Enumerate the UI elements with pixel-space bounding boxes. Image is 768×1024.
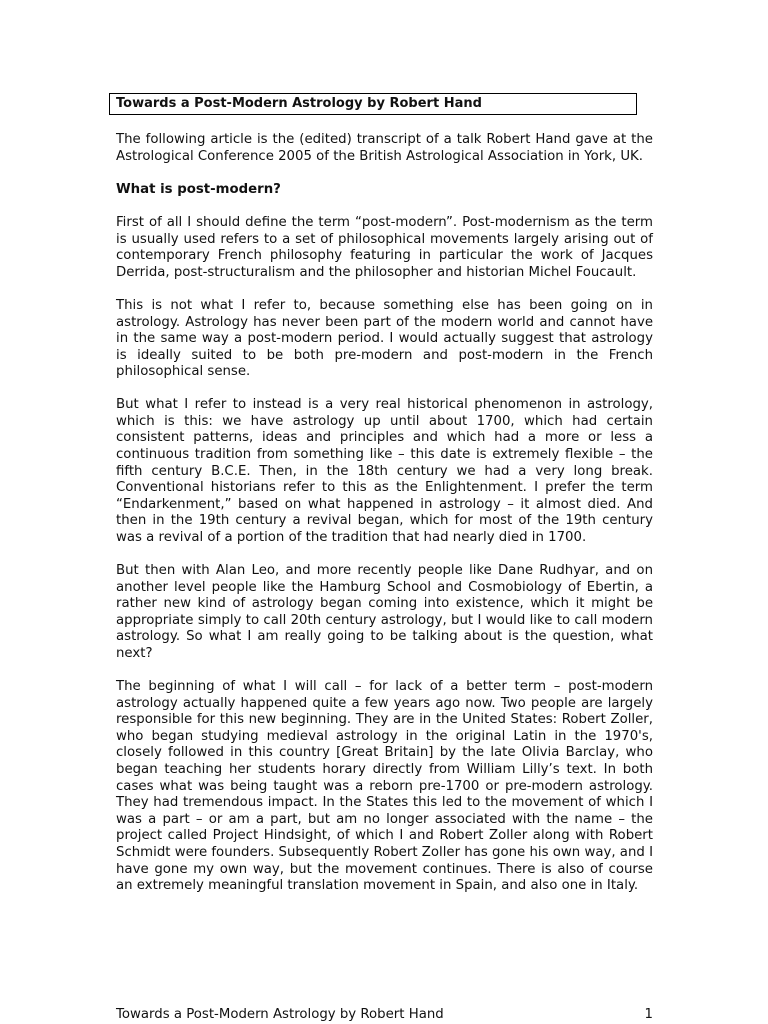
body-paragraph-5: The beginning of what I will call – for lack of a better term – post-modern astrology actually happened quite a few years ago now. Two people are largely responsible for this new beginning. They are in the United States: Robert Zoller, who began studying medieval astrology in the original Latin in the 1970's, closely followed in this country [Great Britain] by the late Olivia Barclay, who began teaching her students horary directly from William Lilly’s text. In both cases what was being taught was a reborn pre-1700 or pre-modern astrology. They had tremendous impact. In the States this led to the movement of which I was a part – or am a part, but am no longer associated with the name – the project called Project Hindsight, of which I and Robert Zoller along with Robert Schmidt were founders. Subsequently Robert Zoller has gone his own way, and I have gone my own way, but the movement continues. There is also of course an extremely meaningful translation movement in Spain, and also one in Italy. — [116, 678, 653, 894]
body-paragraph-3: But what I refer to instead is a very real historical phenomenon in astrology, which is this: we have astrology up until about 1700, which had certain consistent patterns, ideas and principles and which had a more or less a continuous tradition from something like – this date is extremely flexible – the fifth century B.C.E. Then, in the 18th century we had a very long break. Conventional historians refer to this as the Enlightenment. I prefer the term “Endarkenment,” based on what happened in astrology – it almost died. And then in the 19th century a revival began, which for most of the 19th century was a revival of a portion of the tradition that had nearly died in 1700. — [116, 397, 653, 546]
page-footer — [116, 1006, 653, 1023]
body-paragraph-4: But then with Alan Leo, and more recently people like Dane Rudhyar, and on another level people like the Hamburg School and Cosmobiology of Ebertin, a rather new kind of astrology began coming into existence, which it might be appropriate simply to call 20th century astrology, but I would like to call modern astrology. So what I am really going to be talking about is the question, what next? — [116, 563, 653, 661]
section-heading: What is post-modern? — [116, 182, 281, 198]
document-title: Towards a Post-Modern Astrology by Robert Hand — [109, 93, 637, 115]
body-paragraph-1: First of all I should define the term “post-modern”. Post-modernism as the term is usually used refers to a set of philosophical movements largely arising out of contemporary French philosophy featuring in particular the work of Jacques Derrida, post-structuralism and the philosopher and historian Michel Foucault. — [116, 215, 653, 280]
footer-title: Towards a Post-Modern Astrology by Robert Hand — [116, 1007, 444, 1022]
document-page — [116, 93, 653, 895]
body-paragraph-2: This is not what I refer to, because something else has been going on in astrology. Astrology has never been part of the modern world and cannot have in the same way a post-modern period. I would actually suggest that astrology is ideally suited to be both pre-modern and post-modern in the French philosophical sense. — [116, 297, 653, 380]
intro-paragraph: The following article is the (edited) transcript of a talk Robert Hand gave at the Astrological Conference 2005 of the British Astrological Association in York, UK. — [116, 132, 653, 164]
page-number: 1 — [644, 1007, 653, 1022]
